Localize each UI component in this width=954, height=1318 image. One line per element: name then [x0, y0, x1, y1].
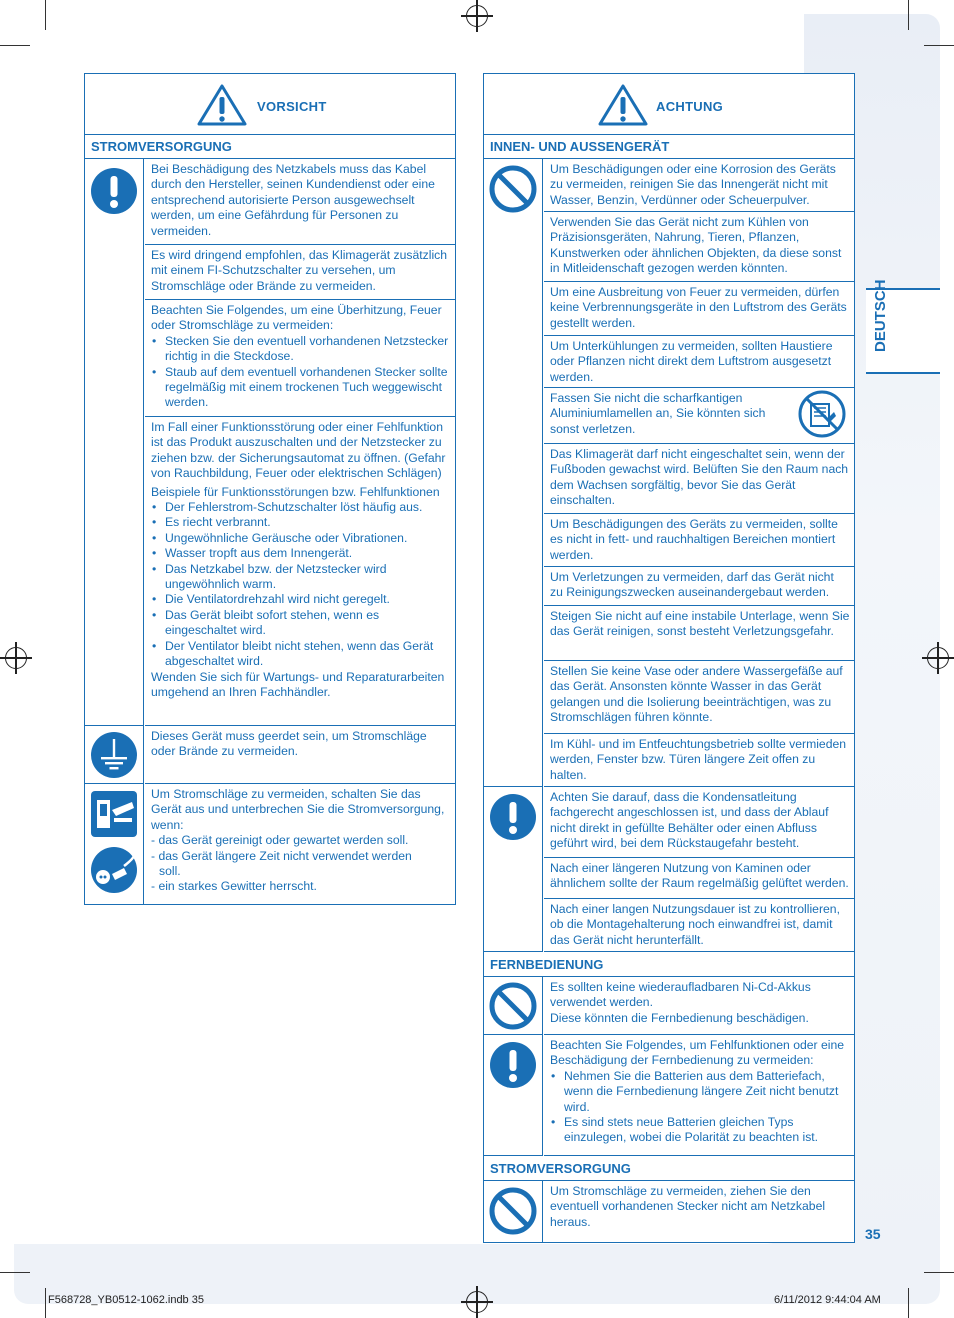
caution-text-cell: Im Kühl- und im Entfeuchtungsbetrieb sollte vermieden werden, Fenster bzw. Türen längere Zeit offen zu halten. — [544, 734, 854, 787]
icon-column — [484, 787, 543, 952]
vorsicht-header — [85, 74, 455, 135]
icon-column — [484, 1181, 543, 1242]
warning-text-cell: Es wird dringend empfohlen, das Klimagerät zusätzlich mit einem FI-Schutzschalter zu versehen, um Stromschläge oder Brände zu vermeiden. — [145, 245, 455, 300]
section-stromversorgung-2: STROMVERSORGUNG — [484, 1156, 854, 1181]
crop-mark — [908, 1288, 909, 1318]
icon-column — [85, 726, 144, 784]
vorsicht-label: VORSICHT — [257, 99, 327, 114]
bullet-item: • Der Ventilator bleibt nicht stehen, wenn das Gerät abgeschaltet wird. — [165, 639, 451, 670]
bullet-item: • Das Netzkabel bzw. der Netzstecker wird ungewöhnlich warm. — [165, 562, 451, 593]
caution-text-cell: Um Beschädigungen des Geräts zu vermeiden, sollte es nicht in fett- und rauchhaltigen Bereichen montiert werden. — [544, 514, 854, 567]
ground-icon — [90, 731, 138, 779]
bullet-item: • Es sind stets neue Batterien gleichen Typs einzulegen, wobei die Polarität zu beachten ist. — [564, 1115, 850, 1146]
mandatory-exclamation-icon — [90, 167, 138, 215]
crop-mark — [0, 1272, 30, 1273]
crop-mark — [924, 45, 954, 46]
page-number: 35 — [865, 1226, 881, 1242]
icon-column — [85, 159, 144, 726]
crop-mark — [45, 1288, 46, 1318]
warning-text-cell: Dieses Gerät muss geerdet sein, um Stromschläge oder Brände zu vermeiden. — [145, 726, 455, 784]
caution-text-cell: Das Klimagerät darf nicht eingeschaltet sein, wenn der Fußboden gewachst wird. Belüften Sie den Raum nach dem Wachsen sorgfältig, bevor Sie das Gerät einschalten. — [544, 444, 854, 514]
footer-file: F568728_YB0512-1062.indb 35 — [48, 1294, 204, 1306]
achtung-table — [483, 73, 855, 1243]
bullet-item: • Der Fehlerstrom-Schutzschalter löst häufig aus. — [165, 500, 451, 515]
mandatory-exclamation-icon — [489, 793, 537, 841]
caution-text-cell: Steigen Sie nicht auf eine instabile Unterlage, wenn Sie das Gerät reinigen, sonst besteht Verletzungsgefahr. — [544, 606, 854, 661]
bullet-item: • Die Ventilatordrehzahl wird nicht geregelt. — [165, 592, 451, 607]
prohibition-icon — [489, 1187, 537, 1235]
icon-column — [85, 784, 144, 904]
prohibition-icon — [489, 165, 537, 213]
prohibition-icon — [489, 982, 537, 1030]
caution-text-cell: Um Beschädigungen oder eine Korrosion des Geräts zu vermeiden, reinigen Sie das Innengerät nicht mit Wasser, Benzin, Verdünner oder Scheuerpulver. — [544, 159, 854, 212]
language-tab: DEUTSCH — [866, 288, 940, 374]
bullet-item: • Ungewöhnliche Geräusche oder Vibrationen. — [165, 531, 451, 546]
registration-mark-icon — [466, 1291, 488, 1313]
registration-mark-icon — [466, 5, 488, 27]
caution-text-cell: Achten Sie darauf, dass die Kondensatleitung fachgerecht angeschlossen ist, und dass der Ablauf nicht direkt in gefüllte Behälter oder einen Abfluss geführt wird, bei dem Rückstaugefahr besteht. — [544, 787, 854, 858]
caution-text-cell: Stellen Sie keine Vase oder andere Wassergefäße auf das Gerät. Ansonsten könnte Wasser in das Gerät gelangen und die Isolierung beeinträchtigen, was zu Stromschlägen führen könnte. — [544, 661, 854, 734]
warning-text-cell: Beachten Sie Folgendes, um eine Überhitzung, Feuer oder Stromschläge zu vermeiden: • Stecken Sie den eventuell vorhandenen Netzstecker richtig in die Steckdose. • Staub auf dem eventuell vorhandenen Stecker sollte regelmäßig mit einem trockenen Tuch weggewischt werden. — [145, 300, 455, 417]
registration-mark-icon — [5, 647, 27, 669]
caution-text-cell: Verwenden Sie das Gerät nicht zum Kühlen von Präzisionsgeräten, Nahrung, Tieren, Pflanzen, Kunstwerken oder ähnlichen Objekten, da diese sonst in Mitleidenschaft gezogen werden könnten. — [544, 212, 854, 282]
caution-text-cell: Um Verletzungen zu vermeiden, darf das Gerät nicht zu Reinigungszwecken auseinandergebaut werden. — [544, 567, 854, 606]
vorsicht-table — [84, 73, 456, 905]
crop-mark — [908, 0, 909, 30]
section-stromversorgung: STROMVERSORGUNG — [85, 134, 455, 159]
mandatory-exclamation-icon — [489, 1041, 537, 1089]
warning-triangle-icon — [197, 84, 247, 126]
warning-text-cell: Im Fall einer Funktionsstörung oder einer Fehlfunktion ist das Produkt auszuschalten und der Netzstecker zu ziehen bzw. der Sicherungsautomat zu öffnen. (Gefahr von Rauchbildung, Feuer oder elektrischen Schlägen) Beispiele für Funktionsstörungen bzw. Fehlfunktionen • Der Fehlerstrom-Schutzschalter löst häufig aus. • Es riecht verbrannt. • Ungewöhnliche Geräusche oder Vibrationen. • Wasser tropft aus dem Innengerät. • Das Netzkabel bzw. der Netzstecker wird ungewöhnlich warm. • Die Ventilatordrehzahl wird nicht geregelt. • Das Gerät bleibt sofort stehen, wenn es eingeschaltet wird. • Der Ventilator bleibt nicht stehen, wenn das Gerät abgeschaltet wird. Wenden Sie sich für Wartungs- und Reparaturarbeiten umgehend an Ihren Fachhändler. — [145, 417, 455, 726]
crop-mark — [45, 0, 46, 30]
bullet-item: • Wasser tropft aus dem Innengerät. — [165, 546, 451, 561]
achtung-label: ACHTUNG — [656, 99, 724, 114]
caution-text-cell: Es sollten keine wiederaufladbaren Ni-Cd-Akkus verwendet werden. Diese könnten die Fernbedienung beschädigen. — [544, 977, 854, 1035]
bullet-item: • Nehmen Sie die Batterien aus dem Batteriefach, wenn die Fernbedienung längere Zeit nicht benutzt wird. — [564, 1069, 850, 1115]
icon-column — [484, 159, 543, 787]
bullet-item: • Stecken Sie den eventuell vorhandenen Netzstecker richtig in die Steckdose. — [165, 334, 451, 365]
bullet-item: • Es riecht verbrannt. — [165, 515, 451, 530]
warning-text-cell: Bei Beschädigung des Netzkabels muss das Kabel durch den Hersteller, seinen Kundendienst oder eine entsprechend autorisierte Person ausgewechselt werden, um eine Gefährdung für Personen zu vermeiden. — [145, 159, 455, 245]
registration-mark-icon — [927, 647, 949, 669]
warning-triangle-icon — [598, 84, 648, 126]
icon-column — [484, 1035, 543, 1156]
bullet-item: • Das Gerät bleibt sofort stehen, wenn es eingeschaltet wird. — [165, 608, 451, 639]
crop-mark — [0, 45, 30, 46]
achtung-header — [484, 74, 854, 135]
section-innen-aussengeraet: INNEN- UND AUSSENGERÄT — [484, 134, 854, 159]
unplug-icon — [90, 846, 138, 894]
caution-text-cell: Um eine Ausbreitung von Feuer zu vermeiden, dürfen keine Verbrennungsgeräte in den Luftstrom des Geräts gestellt werden. — [544, 282, 854, 336]
icon-column — [484, 977, 543, 1035]
section-fernbedienung: FERNBEDIENUNG — [484, 952, 854, 977]
caution-text-cell: Fassen Sie nicht die scharfkantigen Aluminiumlamellen an, Sie könnten sich sonst verletzen. — [544, 388, 854, 444]
warning-text-cell: Um Stromschläge zu vermeiden, schalten Sie das Gerät aus und unterbrechen Sie die Stromversorgung, wenn: - das Gerät gereinigt oder gewartet werden soll. - das Gerät längere Zeit nicht verwendet werden soll. - ein starkes Gewitter herrscht. — [151, 787, 445, 894]
no-touch-fins-icon — [798, 390, 846, 438]
switch-off-icon — [90, 790, 138, 838]
caution-text-cell: Beachten Sie Folgendes, um Fehlfunktionen oder eine Beschädigung der Fernbedienung zu vermeiden: • Nehmen Sie die Batterien aus dem Batteriefach, wenn die Fernbedienung längere Zeit nicht benutzt wird. • Es sind stets neue Batterien gleichen Typs einzulegen, wobei die Polarität zu beachten ist. — [544, 1035, 854, 1156]
caution-text-cell: Nach einer langen Nutzungsdauer ist zu kontrollieren, ob die Montagehalterung noch einwandfrei ist, damit das Gerät nicht herunterfällt. — [544, 899, 854, 952]
caution-text-cell: Nach einer längeren Nutzung von Kaminen oder ähnlichem sollte der Raum regelmäßig gelüftet werden. — [544, 858, 854, 899]
caution-text-cell: Um Unterkühlungen zu vermeiden, sollten Haustiere oder Pflanzen nicht direkt dem Luftstrom ausgesetzt werden. — [544, 336, 854, 388]
bullet-item: • Staub auf dem eventuell vorhandenen Stecker sollte regelmäßig mit einem trockenen Tuch weggewischt werden. — [165, 365, 451, 411]
caution-text-cell: Um Stromschläge zu vermeiden, ziehen Sie den eventuell vorhandenen Stecker nicht am Netzkabel heraus. — [550, 1184, 826, 1229]
crop-mark — [924, 1272, 954, 1273]
footer-timestamp: 6/11/2012 9:44:04 AM — [774, 1294, 881, 1306]
